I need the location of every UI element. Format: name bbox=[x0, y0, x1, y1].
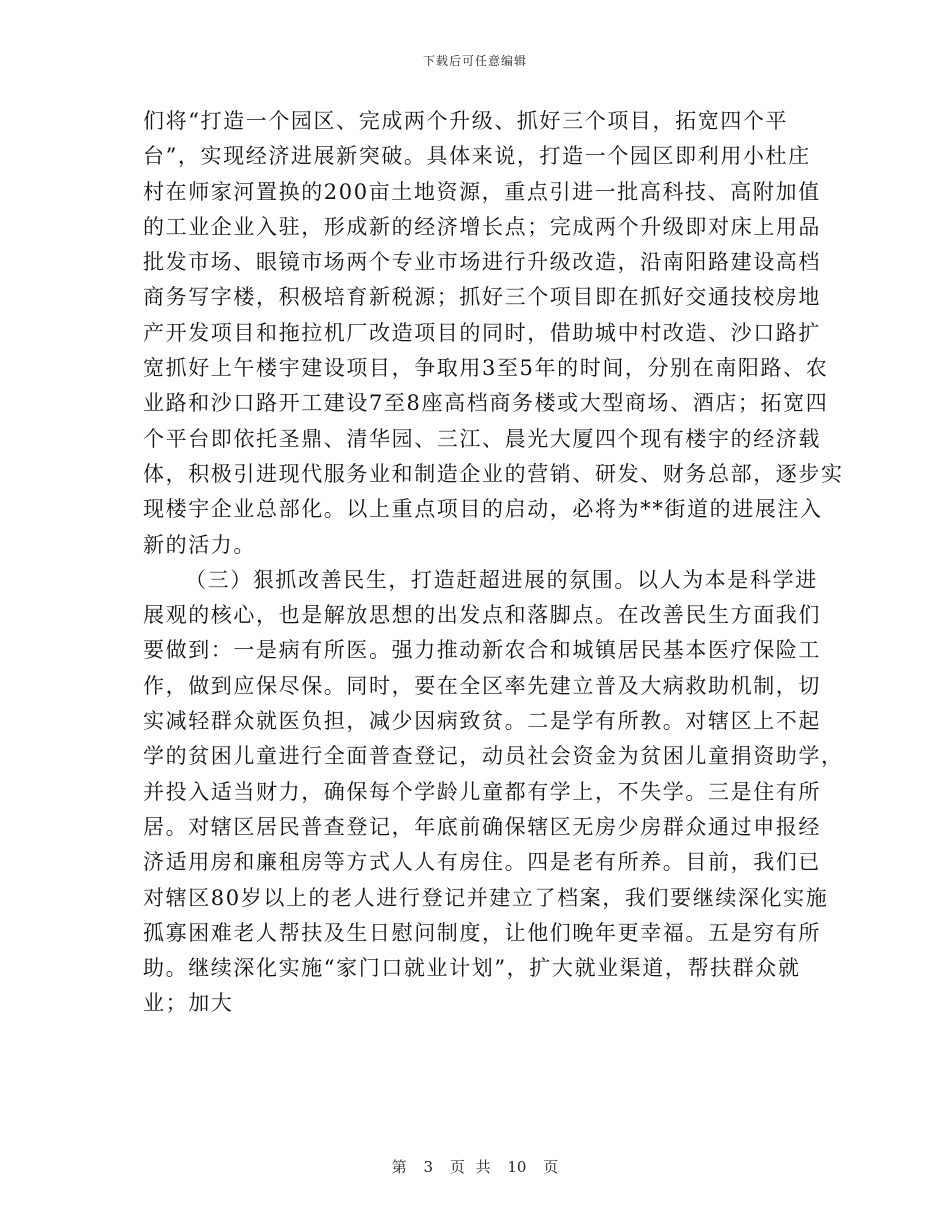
text-line: 济适用房和廉租房等方式人人有房住。四是老有所养。目前，我们已 bbox=[143, 850, 821, 875]
text-line: 业路和沙口路开工建设7至8座高档商务楼或大型商场、酒店；拓宽四 bbox=[143, 391, 829, 416]
text-line: 学的贫困儿童进行全面普查登记，动员社会资金为贫困儿童捐资助学， bbox=[143, 744, 844, 769]
text-line: 现楼宇企业总部化。以上重点项目的启动，必将为**街道的进展注入 bbox=[143, 497, 823, 522]
text-line: 批发市场、眼镜市场两个专业市场进行升级改造，沿南阳路建设高档 bbox=[143, 250, 821, 275]
text-line: 宽抓好上午楼宇建设项目，争取用3至5年的时间，分别在南阳路、农 bbox=[143, 356, 829, 381]
page-number: 3 bbox=[423, 1158, 434, 1176]
text-line: 助。继续深化实施“家门口就业计划”，扩大就业渠道，帮扶群众就 bbox=[143, 956, 801, 981]
text-line: 们将“打造一个园区、完成两个升级、抓好三个项目，拓宽四个平 bbox=[143, 109, 789, 133]
text-line: 实减轻群众就医负担，减少因病致贫。二是学有所教。对辖区上不起 bbox=[143, 709, 821, 734]
text-line: 新的活力。 bbox=[143, 532, 256, 557]
text-line: 体，积极引进现代服务业和制造企业的营销、研发、财务总部，逐步实 bbox=[143, 461, 844, 486]
total-pages: 10 bbox=[507, 1158, 527, 1176]
text-line: 展观的核心，也是解放思想的出发点和落脚点。在改善民生方面我们 bbox=[143, 603, 821, 628]
text-line: 台”，实现经济进展新突破。具体来说，打造一个园区即利用小杜庄 bbox=[143, 144, 811, 169]
text-line: 要做到：一是病有所医。强力推动新农合和城镇居民基本医疗保险工 bbox=[143, 638, 821, 663]
text-line: 孤寡困难老人帮扶及生日慰问制度，让他们晚年更幸福。五是穷有所 bbox=[143, 920, 821, 945]
paragraph-start-line: （三）狠抓改善民生，打造赶超进展的氛围。以人为本是科学进 bbox=[185, 567, 818, 592]
footer-middle: 页 共 bbox=[449, 1158, 491, 1176]
text-line: 村在师家河置换的200亩土地资源，重点引进一批高科技、高附加值 bbox=[143, 179, 821, 204]
text-line: 业；加大 bbox=[143, 991, 234, 1016]
text-line: 个平台即依托圣鼎、清华园、三江、晨光大厦四个现有楼宇的经济载 bbox=[143, 426, 821, 451]
text-line: 作，做到应保尽保。同时，要在全区率先建立普及大病救助机制，切 bbox=[143, 673, 821, 698]
page-footer bbox=[0, 1156, 950, 1177]
body-text bbox=[143, 104, 844, 1022]
footer-prefix: 第 bbox=[391, 1158, 407, 1176]
text-line: 产开发项目和拖拉机厂改造项目的同时，借助城中村改造、沙口路扩 bbox=[143, 320, 821, 345]
footer-suffix: 页 bbox=[543, 1158, 559, 1176]
text-line: 并投入适当财力，确保每个学龄儿童都有学上，不失学。三是住有所 bbox=[143, 779, 821, 804]
text-line: 的工业企业入驻，形成新的经济增长点；完成两个升级即对床上用品 bbox=[143, 214, 821, 239]
text-line: 商务写字楼，积极培育新税源；抓好三个项目即在抓好交通技校房地 bbox=[143, 285, 821, 310]
text-line: 居。对辖区居民普查登记，年底前确保辖区无房少房群众通过申报经 bbox=[143, 814, 821, 839]
page-header: 下载后可任意编辑 bbox=[422, 54, 527, 68]
text-line: 对辖区80岁以上的老人进行登记并建立了档案，我们要继续深化实施 bbox=[143, 885, 829, 910]
